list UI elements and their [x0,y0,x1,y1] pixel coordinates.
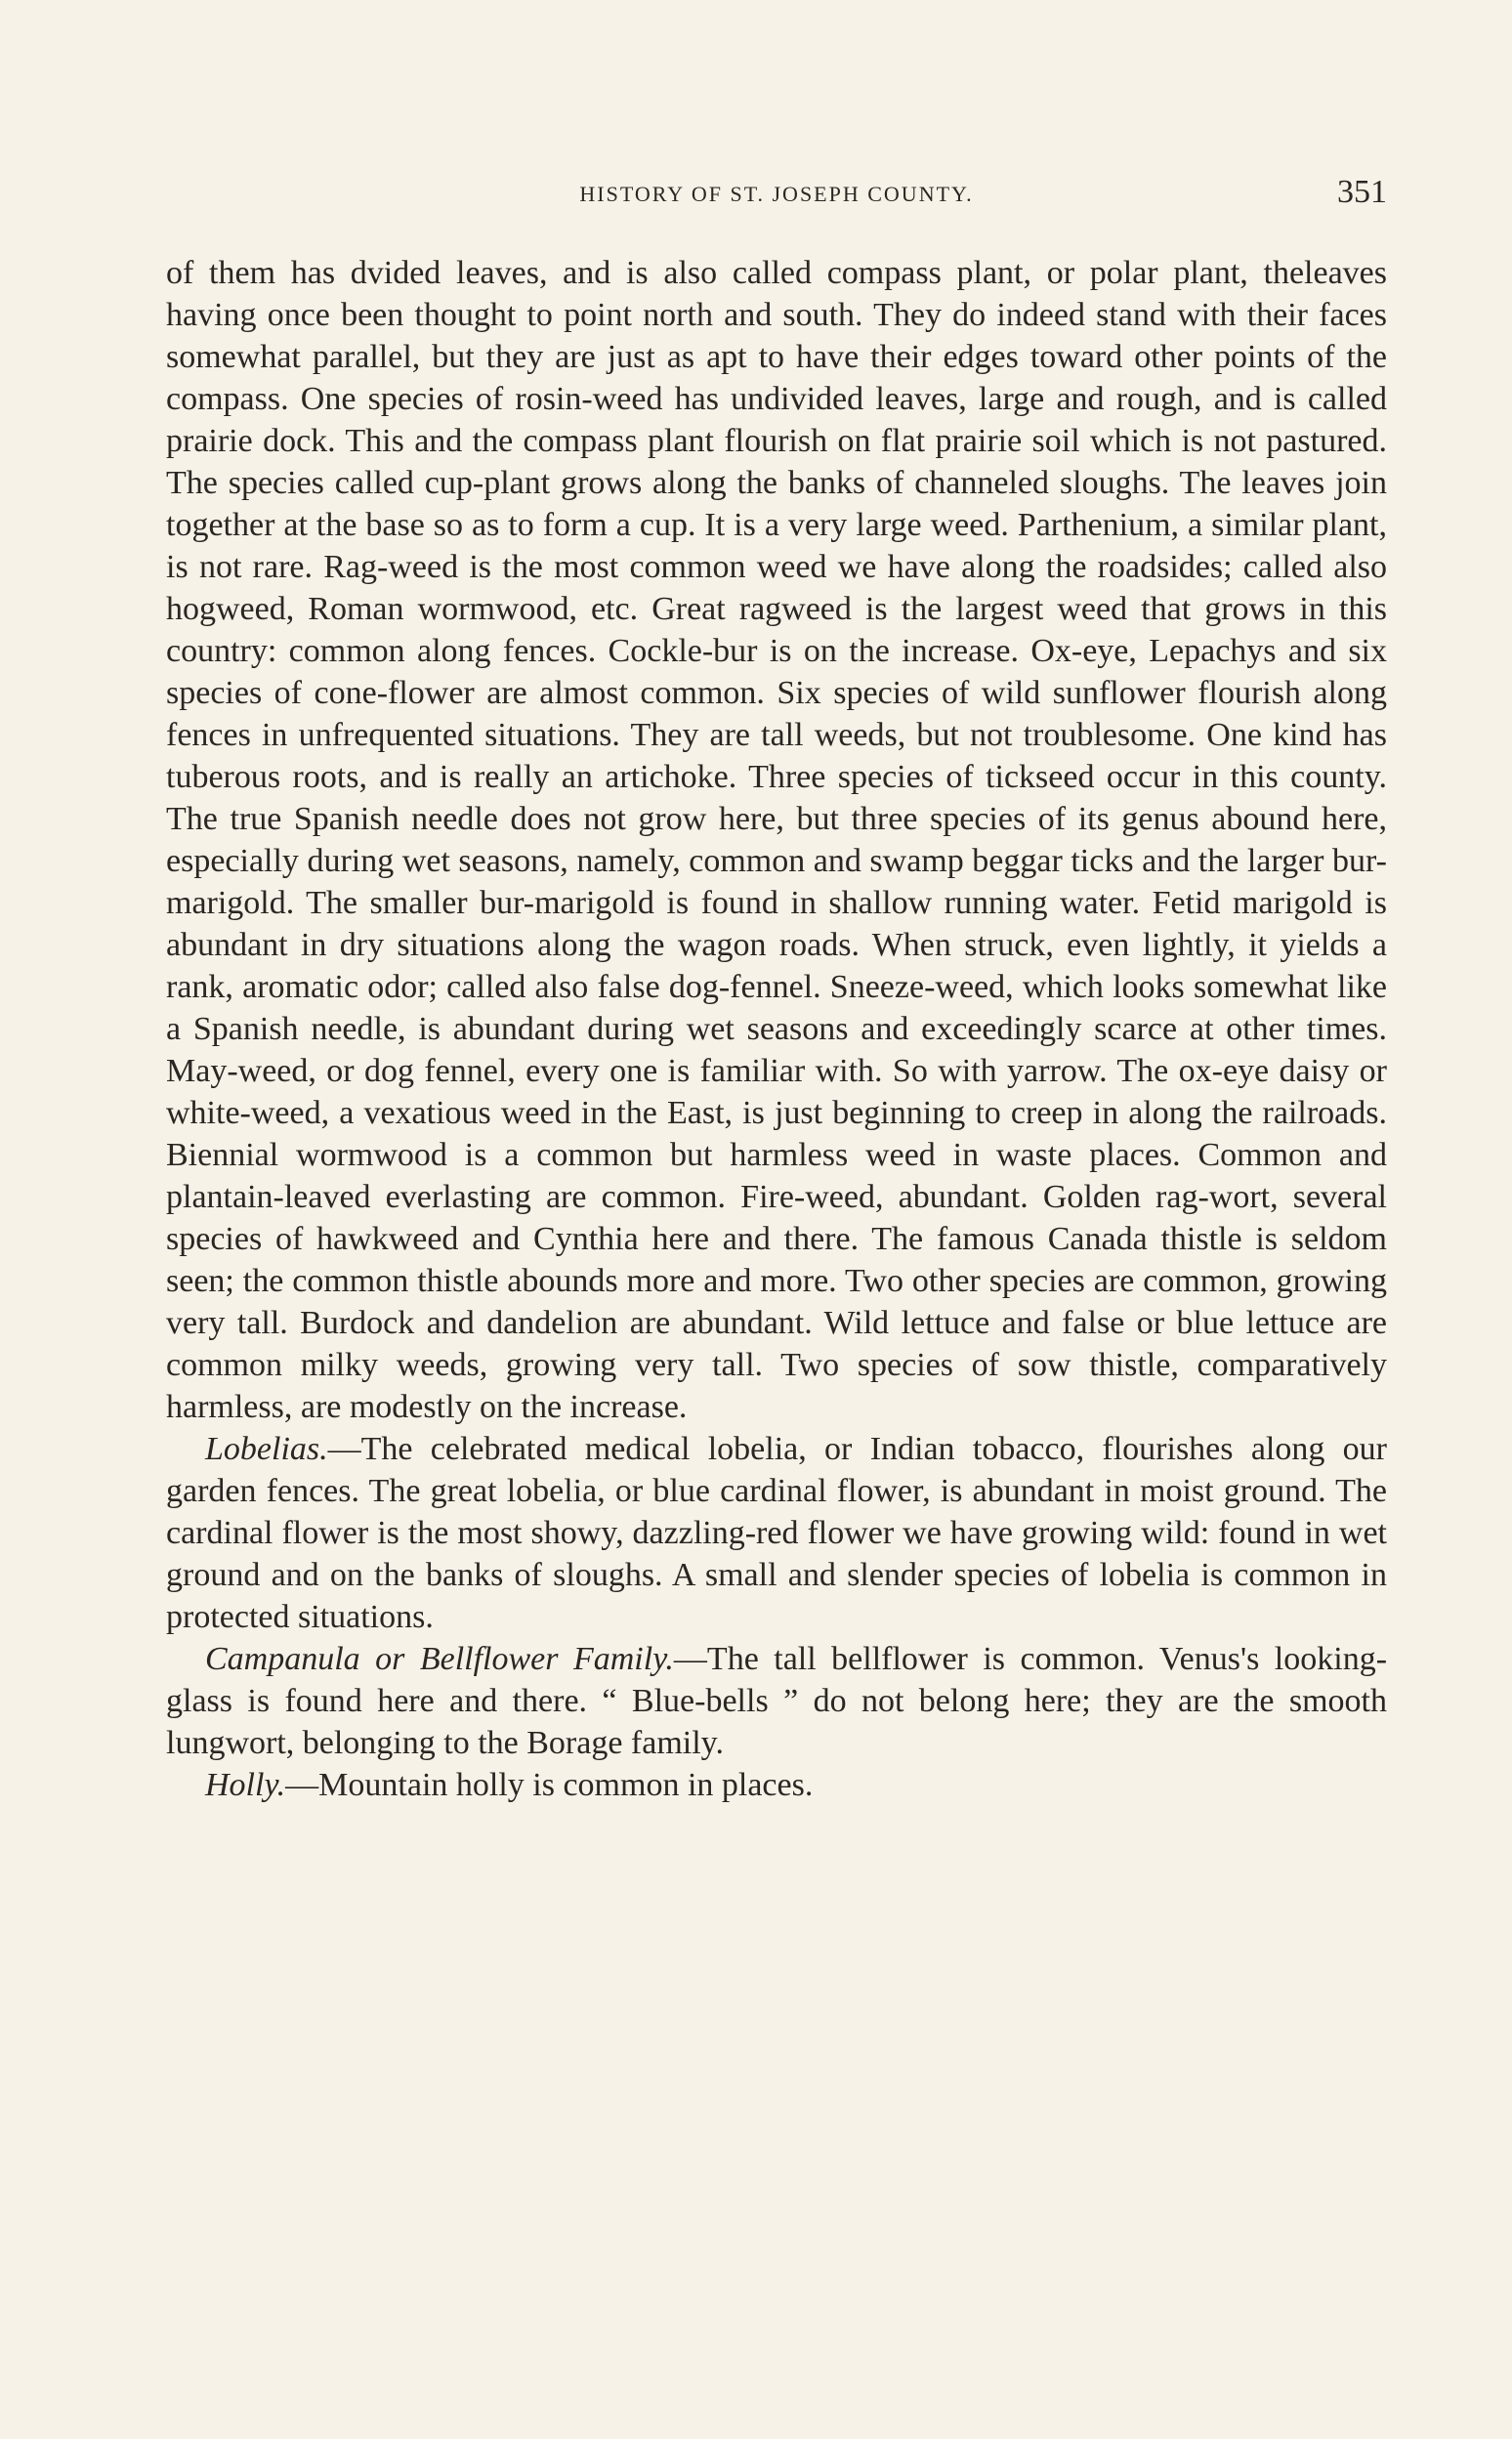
page-header [166,174,1387,223]
section-heading-campanula: Campanula or Bellflower Family. [205,1641,674,1677]
page-number: 351 [1337,174,1387,210]
body-text [166,252,1387,1806]
paragraph-lobelias [166,1428,1387,1638]
paragraph-text: —The tall bellflower is common. Venus's looking-glass is found here and there. “ Blue-bells ” do not belong here; they are the smooth lungwort, belonging to the Borage family. [166,1641,1388,1761]
section-heading-holly: Holly. [205,1767,286,1803]
section-heading-lobelias: Lobelias. [205,1431,328,1467]
paragraph-campanula [166,1638,1387,1764]
paragraph-text: —The celebrated medical lobelia, or Indian tobacco, flourishes along our garden fences. The great lobelia, or blue cardinal flower, is abundant in moist ground. The cardinal flower is the most showy, dazzling-red flower we have growing wild: found in wet ground and on the banks of sloughs. A small and slender species of lobelia is common in protected situations. [166,1431,1387,1635]
paragraph-text: of them has dvided leaves, and is also called compass plant, or polar plant, theleaves having once been thought to point north and south. They do indeed stand with their faces somewhat parallel, but they are just as apt to have their edges toward other points of the compass. One species of rosin-weed has undivided leaves, large and rough, and is called prairie dock. This and the compass plant flourish on flat prairie soil which is not pastured. The species called cup-plant grows along the banks of channeled sloughs. The leaves join together at the base so as to form a cup. It is a very large weed. Parthenium, a similar plant, is not rare. Rag-weed is the most common weed we have along the roadsides; called also hogweed, Roman wormwood, etc. Great ragweed is the largest weed that grows in this country: common along fences. Cockle-bur is on the increase. Ox-eye, Lepachys and six species of cone-flower are almost common. Six species of wild sunflower flourish along fences in unfrequented situations. They are tall weeds, but not troublesome. One kind has tuberous roots, and is really an artichoke. Three species of tickseed occur in this county. The true Spanish needle does not grow here, but three species of its genus abound here, especially during wet seasons, namely, common and swamp beggar ticks and the larger bur-marigold. The smaller bur-marigold is found in shallow running water. Fetid marigold is abundant in dry situations along the wagon roads. When struck, even lightly, it yields a rank, aromatic odor; called also false dog-fennel. Sneeze-weed, which looks somewhat like a Spanish needle, is abundant during wet seasons and exceedingly scarce at other times. May-weed, or dog fennel, every one is familiar with. So with yarrow. The ox-eye daisy or white-weed, a vexatious weed in the East, is just beginning to creep in along the railroads. Biennial wormwood is a common but harmless weed in waste places. Common and plantain-leaved everlasting are common. Fire-weed, abundant. Golden rag-wort, several species of hawkweed and Cynthia here and there. The famous Canada thistle is seldom seen; the common thistle abounds more and more. Two other species are common, growing very tall. Burdock and dandelion are abundant. Wild lettuce and false or blue lettuce are common milky weeds, growing very tall. Two species of sow thistle, comparatively harmless, are modestly on the increase. [166,255,1387,1425]
running-head: HISTORY OF ST. JOSEPH COUNTY. [579,182,974,206]
paragraph-text: —Mountain holly is common in places. [285,1767,814,1803]
paragraph-holly [166,1764,1387,1806]
paragraph-composites [166,252,1387,1428]
